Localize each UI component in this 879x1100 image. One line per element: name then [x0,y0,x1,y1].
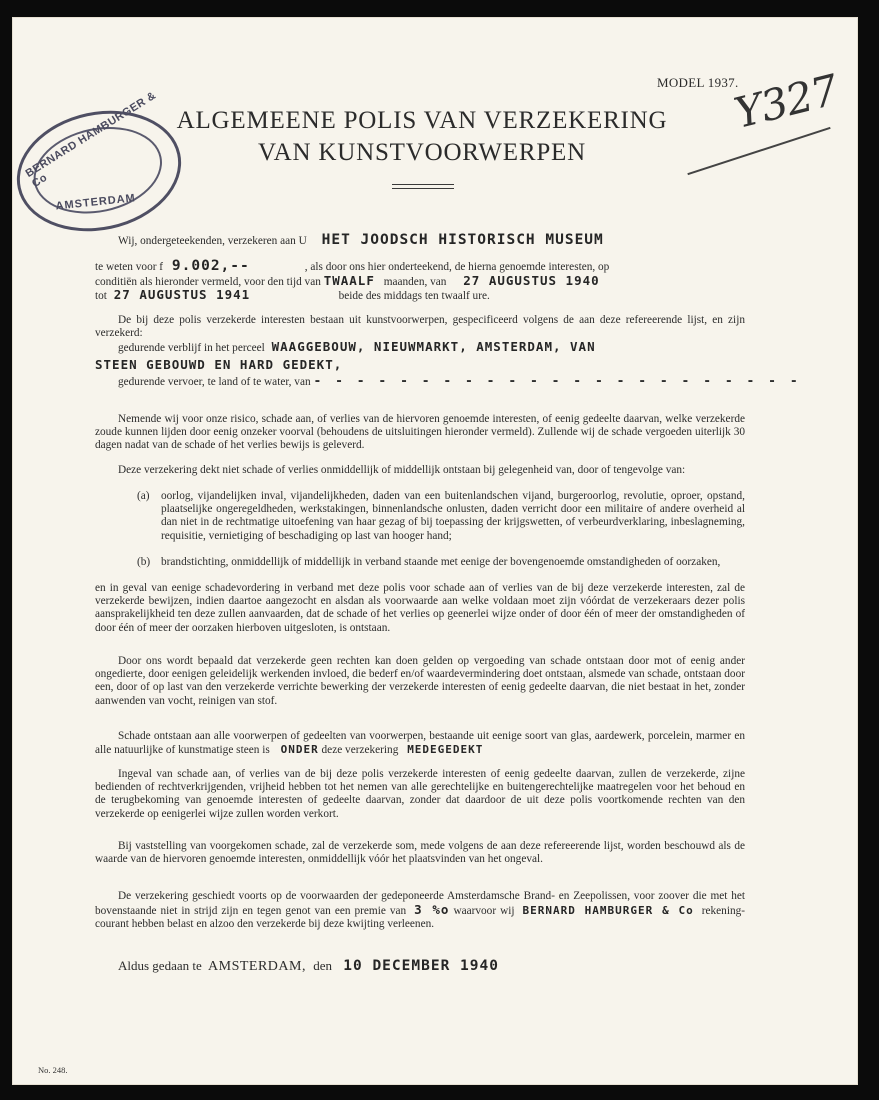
premises-construction: STEEN GEBOUWD EN HARD GEDEKT, [95,357,343,372]
breakables-text: Schade ontstaan aan alle voorwerpen of gedeelten van voorwerpen, bestaande uit eenige soort van glas, aardewerk, porcelein, marmer en alle natuurlijke of kunstmatige steen is [95,730,745,757]
clause-conditions [95,890,745,932]
end-date: 27 AUGUSTUS 1941 [113,287,251,302]
clause-exclusions-tail: en in geval van eenige schadevordering in verband met deze polis voor schade aan of verlies van de bij deze verzekerde interesten, zal de verzekerde bewijzen, indien daartoe aangezocht en alsdan als voorwaarde aan welke voldaan moet zijn vóórdat de verzekeraars dezer polis aansprakelijkheid ten deze zullen aanvaarden, dat de schade of het verlies op geenerlei wijze onder of door één of meer der omstandigheden of door één of meer der oorzaken hierboven uitgesloten, is ontstaan. [95,582,745,634]
location-intro: De bij deze polis verzekerde interesten bestaan uit kunstvoorwerpen, gespecificeerd volgens de aan deze refereerende lijst, en zijn verzekerd: [95,314,745,340]
premises-line1 [118,340,758,355]
premium-rate: 3 %o [414,902,450,918]
term-value: TWAALF [323,273,375,288]
closing-line [118,959,738,973]
tot-label: tot [95,290,107,302]
premises-address: WAAGGEBOUW, NIEUWMARKT, AMSTERDAM, VAN [271,339,596,354]
clause-valuation: Bij vaststelling van voorgekomen schade, zal de verzekerde som, mede volgens de aan deze refereerende lijst, worden beschouwd als de waarde van de hiervoren genoemde interesten, onmiddellijk vóór het plaatsvinden van het ongeval. [95,840,745,866]
policy-document [12,17,858,1085]
start-date: 27 AUGUSTUS 1940 [463,273,600,288]
insured-party: HET JOODSCH HISTORISCH MUSEUM [321,232,604,248]
exclusion-b-label: (b) [137,556,151,568]
exclusion-b [137,556,745,569]
sum-label: te weten voor f [95,261,164,273]
clause-breakables [95,730,745,757]
conditions-text-2: waarvoor wij [453,905,515,918]
closing-den: den [313,958,333,973]
clause-vermin: Door ons wordt bepaald dat verzekerde geen rechten kan doen gelden op vergoeding van schade ontstaan door mot of eenig ander ongedierte, door eenigen geleidelijk werkenden invloed, die bederf en/of waardevermindering doet ontstaan, alsmede van schade, ontstaan door een, door of op last van den verzekerde verrichte bewerking der verzekerde interesten of eenig gedeelte daarvan, die niet bestaat in het, zonder aanwenden van vocht, reinigen van stof. [95,655,745,707]
closing-city: AMSTERDAM, [208,959,306,974]
model-label: MODEL 1937. [657,75,739,90]
stay-label: gedurende verblijf in het perceel [118,342,265,354]
document-title-line1: ALGEMEENE POLIS VAN VERZEKERING [176,107,668,134]
closing-label: Aldus gedaan te [118,958,202,973]
months-label: maanden, van [383,276,447,288]
sum-line [95,260,745,274]
premises-line2 [95,358,745,373]
handwritten-policy-number: Y327 [729,65,843,138]
insured-line [118,234,738,248]
stamp-bottom-text: AMSTERDAM [55,192,137,213]
sum-tail: , als door ons hier onderteekend, de hierna genoemde interesten, op [304,261,610,273]
issue-date: 10 DECEMBER 1940 [343,958,499,974]
transport-label: gedurende vervoer, te land of te water, van [118,376,311,388]
clause-damage-measures: Ingeval van schade aan, of verlies van de bij deze polis verzekerde interesten of eenig gedeelte daarvan, zullen de verzekerde, zijne bedienden of rechtverkrijgenden, vrijheid hebben tot het nemen van alle gerechtelijke en buitengerechtelijke maatregelen voor het behoud en de terugbekoming van genoemde interesten of gedeelte daarvan, zonder dat daardoor de uit deze polis voortkomende rechten van den verzekerde op eenigerlei wijze zullen worden verkort. [95,768,745,820]
conditions-text: De verzekering geschiedt voorts op de voorwaarden der gedeponeerde Amsterdamsche Brand- en Zeepolissen, voor zoover die met het bovenstaande niet in strijd zijn en tegen genot van een premie van [95,890,745,918]
title-rule-bottom [392,188,454,189]
transport-line [118,374,801,389]
end-date-line [95,288,745,303]
exclusion-a-text: oorlog, vijandelijken inval, vijandelijkheden, daden van een buitenlandschen vijand, burgeroorlog, revolutie, oproer, opstand, plaatselijke ongeregeldheden, werkstakingen, binnenlandsche onlusten, daden verricht door een militaire of andere overheid al dan niet in de rechtmatige uitoefening van haar gezag of bij toepassing der krijgswetten, of verbeurdverklaring, inbeslagneming, requisitie, vernietiging of beschadiging op last van hooger hand; [161,490,745,542]
clause-risk: Nemende wij voor onze risico, schade aan, of verlies van de hiervoren genoemde interesten, of eenig gedeelte daarvan, welke verzekerde zoude kunnen lijden door eenig onzeker voorval (behoudens de uitsluitingen hieronder vermeld). Zullende wij de schade vergoeden uiterlijk 30 dagen nadat van de schade of het verlies bewijs is geleverd. [95,413,745,452]
form-number: No. 248. [38,1065,68,1075]
broker-name: BERNARD HAMBURGER & Co [522,904,694,918]
exclusion-b-text: brandstichting, onmiddellijk of middellijk in verband staande met eenige der bovengenoemde omstandigheden of oorzaken, [161,556,721,568]
breakables-text-2: deze verzekering [321,744,399,757]
stamp-top-text: BERNARD HAMBURGER & Co [23,89,159,191]
insured-label: Wij, ondergeteekenden, verzekeren aan U [118,235,307,247]
exclusion-a [137,490,745,543]
document-title-line2: VAN KUNSTVOORWERPEN [258,139,586,166]
insured-sum: 9.002,-- [171,258,250,274]
exclusion-a-label: (a) [137,490,150,502]
title-rule-top [392,184,454,185]
transport-value: - - - - - - - - - - - - - - - - - - - - - - - [313,374,801,389]
breakables-under: ONDER [280,743,319,757]
breakables-coverage: MEDEGEDEKT [407,743,484,757]
handwritten-underline [687,127,830,175]
conditions-text-3: rekening-courant hebben belast en alzoo den verzekerde bij deze kwijting verleenen. [95,905,746,931]
term-label: conditiën als hieronder vermeld, voor den tijd van [95,276,321,288]
clause-exclusions-intro: Deze verzekering dekt niet schade of verlies onmiddellijk of middellijk ontstaan bij gelegenheid van, door of tengevolge van: [118,464,686,476]
noon-label: beide des middags ten twaalf ure. [338,290,490,302]
